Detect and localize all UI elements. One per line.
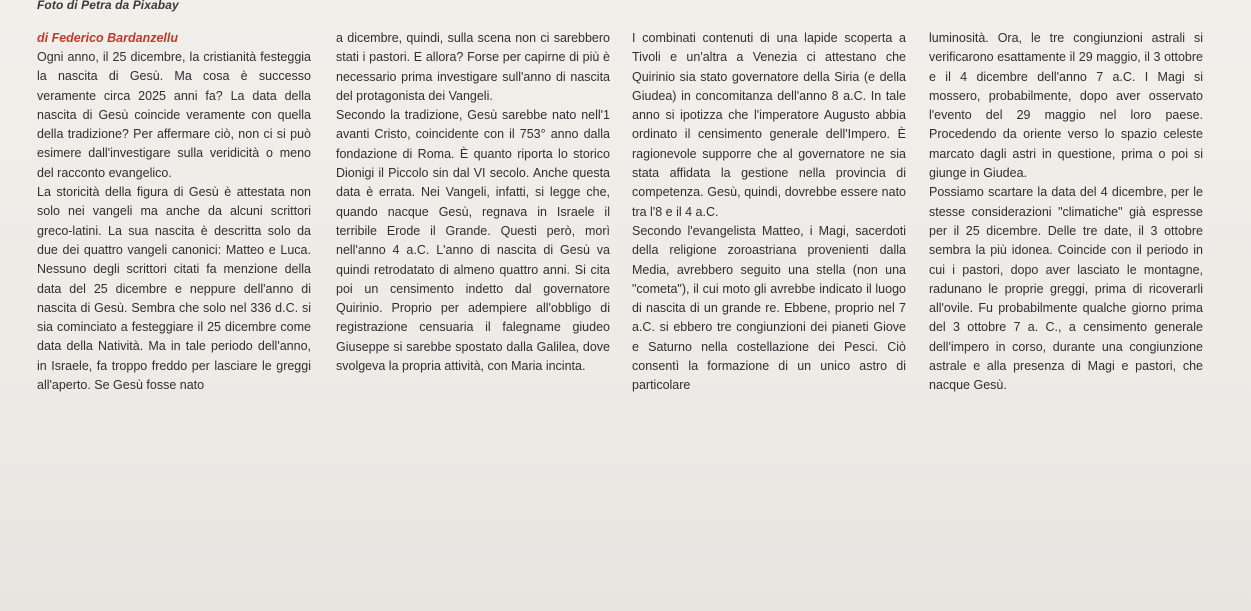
paragraph: luminosità. Ora, le tre congiunzioni astrali si verificarono esattamente il 29 maggio, il 3 ottobre e il 4 dicembre dell'anno 7 a.C. I Magi si mossero, probabilmente, dopo aver osservato l'evento del 29 maggio nel loro paese. Procedendo da oriente verso lo spazio celeste marcato dagli astri in questione, prima o poi si giunge in Giudea.: [929, 31, 1203, 181]
column-2: [336, 29, 610, 376]
byline: di Federico Bardanzellu: [37, 31, 179, 45]
column-3: [632, 29, 906, 396]
paragraph: La storicità della figura di Gesù è attestata non solo nei vangeli ma anche da alcuni scrittori greco-latini. La sua nascita è descritta solo da due dei quattro vangeli canonici: Matteo e Luca. Nessuno degli scrittori citati fa menzione della data del 25 dicembre e neppure dell'anno di nascita di Gesù. Sembra che solo nel 336 d.C. si sia cominciato a festeggiare il 25 dicembre come data della Natività. Ma in tale periodo dell'anno, in Israele, fa troppo freddo per lasciare le greggi all'aperto. Se Gesù fosse nato: [37, 185, 311, 393]
paragraph: Possiamo scartare la data del 4 dicembre, per le stesse considerazioni "climatiche" già espresse per il 25 dicembre. Delle tre date, il 3 ottobre sembra la più idonea. Coincide con il periodo in cui i pastori, dopo aver lasciato le montagne, radunano le proprie greggi, prima di ricoverarli all'ovile. Fu probabilmente qualche giorno prima del 3 ottobre 7 a. C., a censimento generale dell'impero in corso, durante una congiunzione astrale e alla presenza di Magi e pastori, che nacque Gesù.: [929, 185, 1203, 393]
photo-credit: Foto di Petra da Pixabay: [37, 0, 179, 12]
article-body: [37, 29, 1217, 579]
paragraph: I combinati contenuti di una lapide scoperta a Tivoli e un'altra a Venezia ci attestano che Quirinio sia stato governatore della Siria (e della Giudea) in concomitanza dell'anno 8 a.C. In tale anno si ipotizza che l'imperatore Augusto abbia ordinato il censimento generale dell'Impero. È ragionevole supporre che al governatore ne sia stata affidata la gestione nella provincia di competenza. Gesù, quindi, dovrebbe essere nato tra l'8 e il 4 a.C.: [632, 31, 906, 219]
column-1: [37, 29, 311, 395]
paragraph: a dicembre, quindi, sulla scena non ci sarebbero stati i pastori. E allora? Forse per capirne di più è necessario prima investigare sull'anno di nascita del protagonista dei Vangeli.: [336, 31, 610, 103]
paragraph: Secondo l'evangelista Matteo, i Magi, sacerdoti della religione zoroastriana provenienti dalla Media, avrebbero seguito una stella (non una "cometa"), il cui moto gli avrebbe indicato il luogo di nascita di un grande re. Ebbene, proprio nel 7 a.C. si ebbero tre congiunzioni dei pianeti Giove e Saturno nella costellazione dei Pesci. Ciò consentì la formazione di un unico astro di particolare: [632, 223, 906, 393]
paragraph: Ogni anno, il 25 dicembre, la cristianità festeggia la nascita di Gesù. Ma cosa è successo veramente circa 2025 anni fa? La data della nascita di Gesù coincide veramente con quella della tradizione? Per affermare ciò, non ci si può esimere dall'investigare sulla veridicità o meno del racconto evangelico.: [37, 50, 311, 180]
column-4: [929, 29, 1203, 396]
paragraph: Secondo la tradizione, Gesù sarebbe nato nell'1 avanti Cristo, coincidente con il 753° anno dalla fondazione di Roma. È quanto riporta lo storico Dionigi il Piccolo sin dal VI secolo. Anche questa data è errata. Nei Vangeli, infatti, si legge che, quando nacque Gesù, regnava in Israele il terribile Erode il Grande. Questi però, morì nell'anno 4 a.C. L'anno di nascita di Gesù va quindi retrodatato di almeno quattro anni. Si cita poi un censimento indetto dal governatore Quirinio. Proprio per adempiere all'obbligo di registrazione censuaria il falegname giudeo Giuseppe si sarebbe spostato dalla Galilea, dove svolgeva la propria attività, con Maria incinta.: [336, 108, 610, 374]
